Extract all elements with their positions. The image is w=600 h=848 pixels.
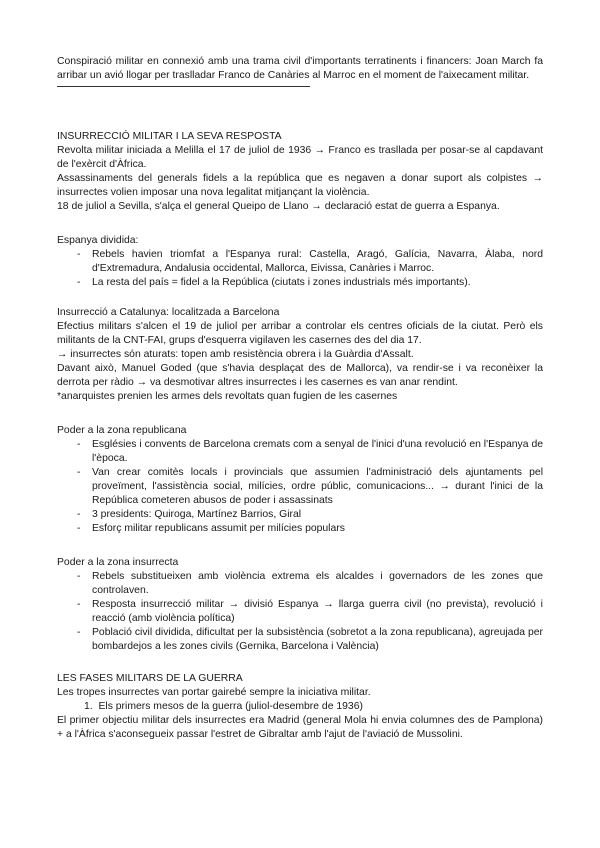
section-heading: INSURRECCIÓ MILITAR I LA SEVA RESPOSTA	[57, 131, 282, 142]
paragraph: 18 de juliol a Sevilla, s'alça el general Queipo de Llano → declaració estat de guerra a Espanya.	[57, 201, 500, 212]
list-item: - La resta del país = fidel a la República (ciutats i zones industrials més importants).	[57, 276, 543, 290]
list-item: - Van crear comitès locals i provincials que assumien l'administració dels ajuntaments pel proveïment, l'assistència social, milícies, ordre públic, comunicacions... → durant l'inici de la República cometeren abusos de poder i assassinats	[57, 466, 543, 508]
list-item	[57, 700, 543, 714]
section-zona-insurrecta	[57, 556, 543, 654]
bullet-list	[57, 438, 543, 536]
list-item: - Rebels havien triomfat a l'Espanya rural: Castella, Aragó, Galícia, Navarra, Àlaba, nord d'Extremadura, Andalusia occidental, Mallorca, Eivissa, Canàries i Marroc.	[57, 248, 543, 276]
section-heading: Espanya dividida:	[57, 235, 139, 246]
list-item-text: Els primers mesos de la guerra (juliol-desembre de 1936)	[98, 701, 363, 712]
bullet-list	[57, 570, 543, 654]
paragraph: *anarquistes prenien les armes dels revoltats quan fugien de les casernes	[57, 391, 398, 402]
section-fases-militars	[57, 672, 543, 742]
list-item: - Resposta insurrecció militar → divisió Espanya → llarga guerra civil (no prevista), revolució i reacció (amb violència política)	[57, 598, 543, 626]
list-item: - Població civil dividida, dificultat per la subsistència (sobretot a la zona republicana), agreujada per bombardejos a les zones civils (Gernika, Barcelona i València)	[57, 626, 543, 654]
intro-paragraph: Conspiració militar en connexió amb una trama civil d'importants terratinents i financers: Joan March fa arribar un avió llogar per traslladar Franco de Canàries al Marroc en el moment de l'aixecament militar.	[57, 56, 543, 81]
paragraph: Efectius militars s'alcen el 19 de juliol per arribar a controlar els centres oficials de la ciutat. Però els militants de la CNT-FAI, grups d'esquerra vigilaven les casernes des del dia 17.	[57, 321, 543, 346]
section-insurreccio	[57, 130, 543, 214]
list-number: 1.	[84, 701, 93, 712]
list-item: - Rebels substitueixen amb violència extrema els alcaldes i governadors de les zones que controlaven.	[57, 570, 543, 598]
section-zona-republicana	[57, 424, 543, 536]
section-heading: Insurrecció a Catalunya: localitzada a Barcelona	[57, 307, 280, 318]
separator-line	[57, 86, 310, 87]
paragraph: El primer objectiu militar dels insurrectes era Madrid (general Mola hi envia columnes des de Pamplona) + a l'Àfrica s'aconsegueix passar l'estret de Gibraltar amb l'ajut de l'aviació de Mussolini.	[57, 715, 543, 740]
list-item: - Esforç militar republicans assumit per milícies populars	[57, 522, 543, 536]
paragraph: Revolta militar iniciada a Melilla el 17 de juliol de 1936 → Franco es trasllada per posar-se al capdavant de l'exèrcit d'Àfrica.	[57, 145, 543, 170]
paragraph: Davant això, Manuel Goded (que s'havia desplaçat des de Mallorca), va rendir-se i va reconèixer la derrota per ràdio → va desmotivar altres insurrectes i les casernes es van anar rendint.	[57, 363, 543, 388]
intro-block	[57, 55, 543, 87]
paragraph: Assassinaments del generals fidels a la república que es negaven a donar suport als colpistes → insurrectes volien imposar una nova legalitat mitjançant la violència.	[57, 173, 543, 198]
numbered-list	[57, 700, 543, 714]
section-heading: Poder a la zona republicana	[57, 425, 187, 436]
section-heading: LES FASES MILITARS DE LA GUERRA	[57, 673, 243, 684]
paragraph: Les tropes insurrectes van portar gairebé sempre la iniciativa militar.	[57, 687, 371, 698]
list-item: - Esglésies i convents de Barcelona cremats com a senyal de l'inici d'una revolució en l'Espanya de l'època.	[57, 438, 543, 466]
list-item: - 3 presidents: Quiroga, Martínez Barrios, Giral	[57, 508, 543, 522]
paragraph: → insurrectes són aturats: topen amb resistència obrera i la Guàrdia d'Assalt.	[57, 349, 414, 360]
bullet-list	[57, 248, 543, 290]
section-heading: Poder a la zona insurrecta	[57, 557, 179, 568]
section-catalunya	[57, 306, 543, 404]
section-espanya-dividida	[57, 234, 543, 290]
